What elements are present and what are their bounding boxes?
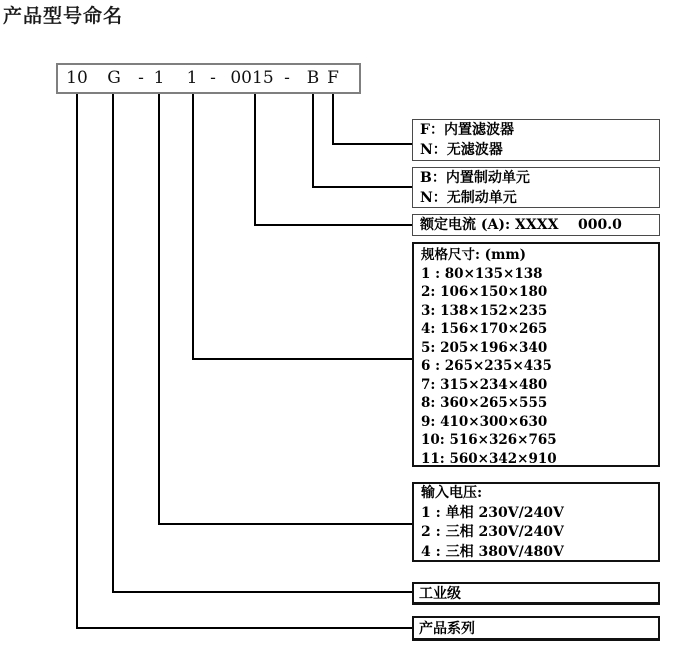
model-code-token: 10 xyxy=(66,68,88,88)
dimension-spec-box-row: 7: 315×234×480 xyxy=(421,376,548,393)
filter-option-box xyxy=(412,119,660,161)
model-code-token: - xyxy=(210,68,216,88)
connector-horizontal-input-voltage xyxy=(158,523,413,525)
connector-horizontal-product-series xyxy=(76,627,413,629)
input-voltage-box-row: 2 : 三相 230V/240V xyxy=(421,524,564,540)
connector-horizontal-industrial-grade xyxy=(112,591,413,593)
model-code-box xyxy=(56,63,361,94)
dimension-spec-box-row: 1 : 80×135×138 xyxy=(421,265,543,282)
connector-vertical-industrial-grade xyxy=(112,94,114,593)
dimension-spec-box-row: 11: 560×342×910 xyxy=(421,450,557,467)
page-title: 产品型号命名 xyxy=(3,5,124,27)
connector-horizontal-rated-current xyxy=(254,224,413,226)
connector-vertical-dimensions xyxy=(192,94,194,360)
filter-option-box-row: F：内置滤波器 xyxy=(420,122,514,138)
model-code-token: 0015 xyxy=(230,68,274,88)
connector-vertical-product-series xyxy=(76,94,78,629)
dimension-spec-box-row: 3: 138×152×235 xyxy=(421,302,548,319)
connector-horizontal-filter xyxy=(332,143,413,145)
input-voltage-box-row: 4 : 三相 380V/480V xyxy=(421,543,564,560)
dimension-spec-box xyxy=(412,242,660,467)
filter-option-box-row: N：无滤波器 xyxy=(420,142,503,158)
dimension-spec-box-row: 9: 410×300×630 xyxy=(421,413,548,430)
model-code-token: - xyxy=(284,68,290,88)
dimension-spec-box-row: 4: 156×170×265 xyxy=(421,321,548,337)
model-code-token: F xyxy=(327,68,339,88)
brake-unit-option-box xyxy=(412,167,660,208)
connector-horizontal-dimensions xyxy=(192,358,413,360)
input-voltage-box-row: 1 : 单相 230V/240V xyxy=(421,504,564,521)
model-code-token: - xyxy=(138,68,144,88)
dimension-spec-box-row: 2: 106×150×180 xyxy=(421,284,548,300)
dimension-spec-box-row: 10: 516×326×765 xyxy=(421,432,557,448)
connector-horizontal-brake xyxy=(312,186,413,188)
dimension-spec-box-row: 5: 205×196×340 xyxy=(421,339,548,356)
connector-vertical-rated-current xyxy=(254,94,256,226)
connector-vertical-filter xyxy=(332,94,334,145)
dimension-spec-box-row: 规格尺寸: (mm) xyxy=(421,247,527,263)
model-code-token: B xyxy=(306,68,320,88)
brake-unit-option-box-row: B：内置制动单元 xyxy=(420,170,530,186)
model-code-token: 1 xyxy=(153,68,165,88)
input-voltage-box-row: 输入电压: xyxy=(421,485,483,501)
connector-vertical-brake xyxy=(312,94,314,188)
connector-vertical-input-voltage xyxy=(158,94,160,525)
industrial-grade-box: 工业级 xyxy=(412,582,660,605)
model-code-token: 1 xyxy=(186,68,198,88)
model-code-token: G xyxy=(107,68,121,88)
rated-current-box: 额定电流 (A): XXXX 000.0 xyxy=(412,214,660,236)
input-voltage-box xyxy=(412,482,660,562)
product-series-box: 产品系列 xyxy=(412,616,660,641)
dimension-spec-box-row: 8: 360×265×555 xyxy=(421,395,548,411)
brake-unit-option-box-row: N：无制动单元 xyxy=(420,190,517,206)
dimension-spec-box-row: 6 : 265×235×435 xyxy=(421,358,552,374)
